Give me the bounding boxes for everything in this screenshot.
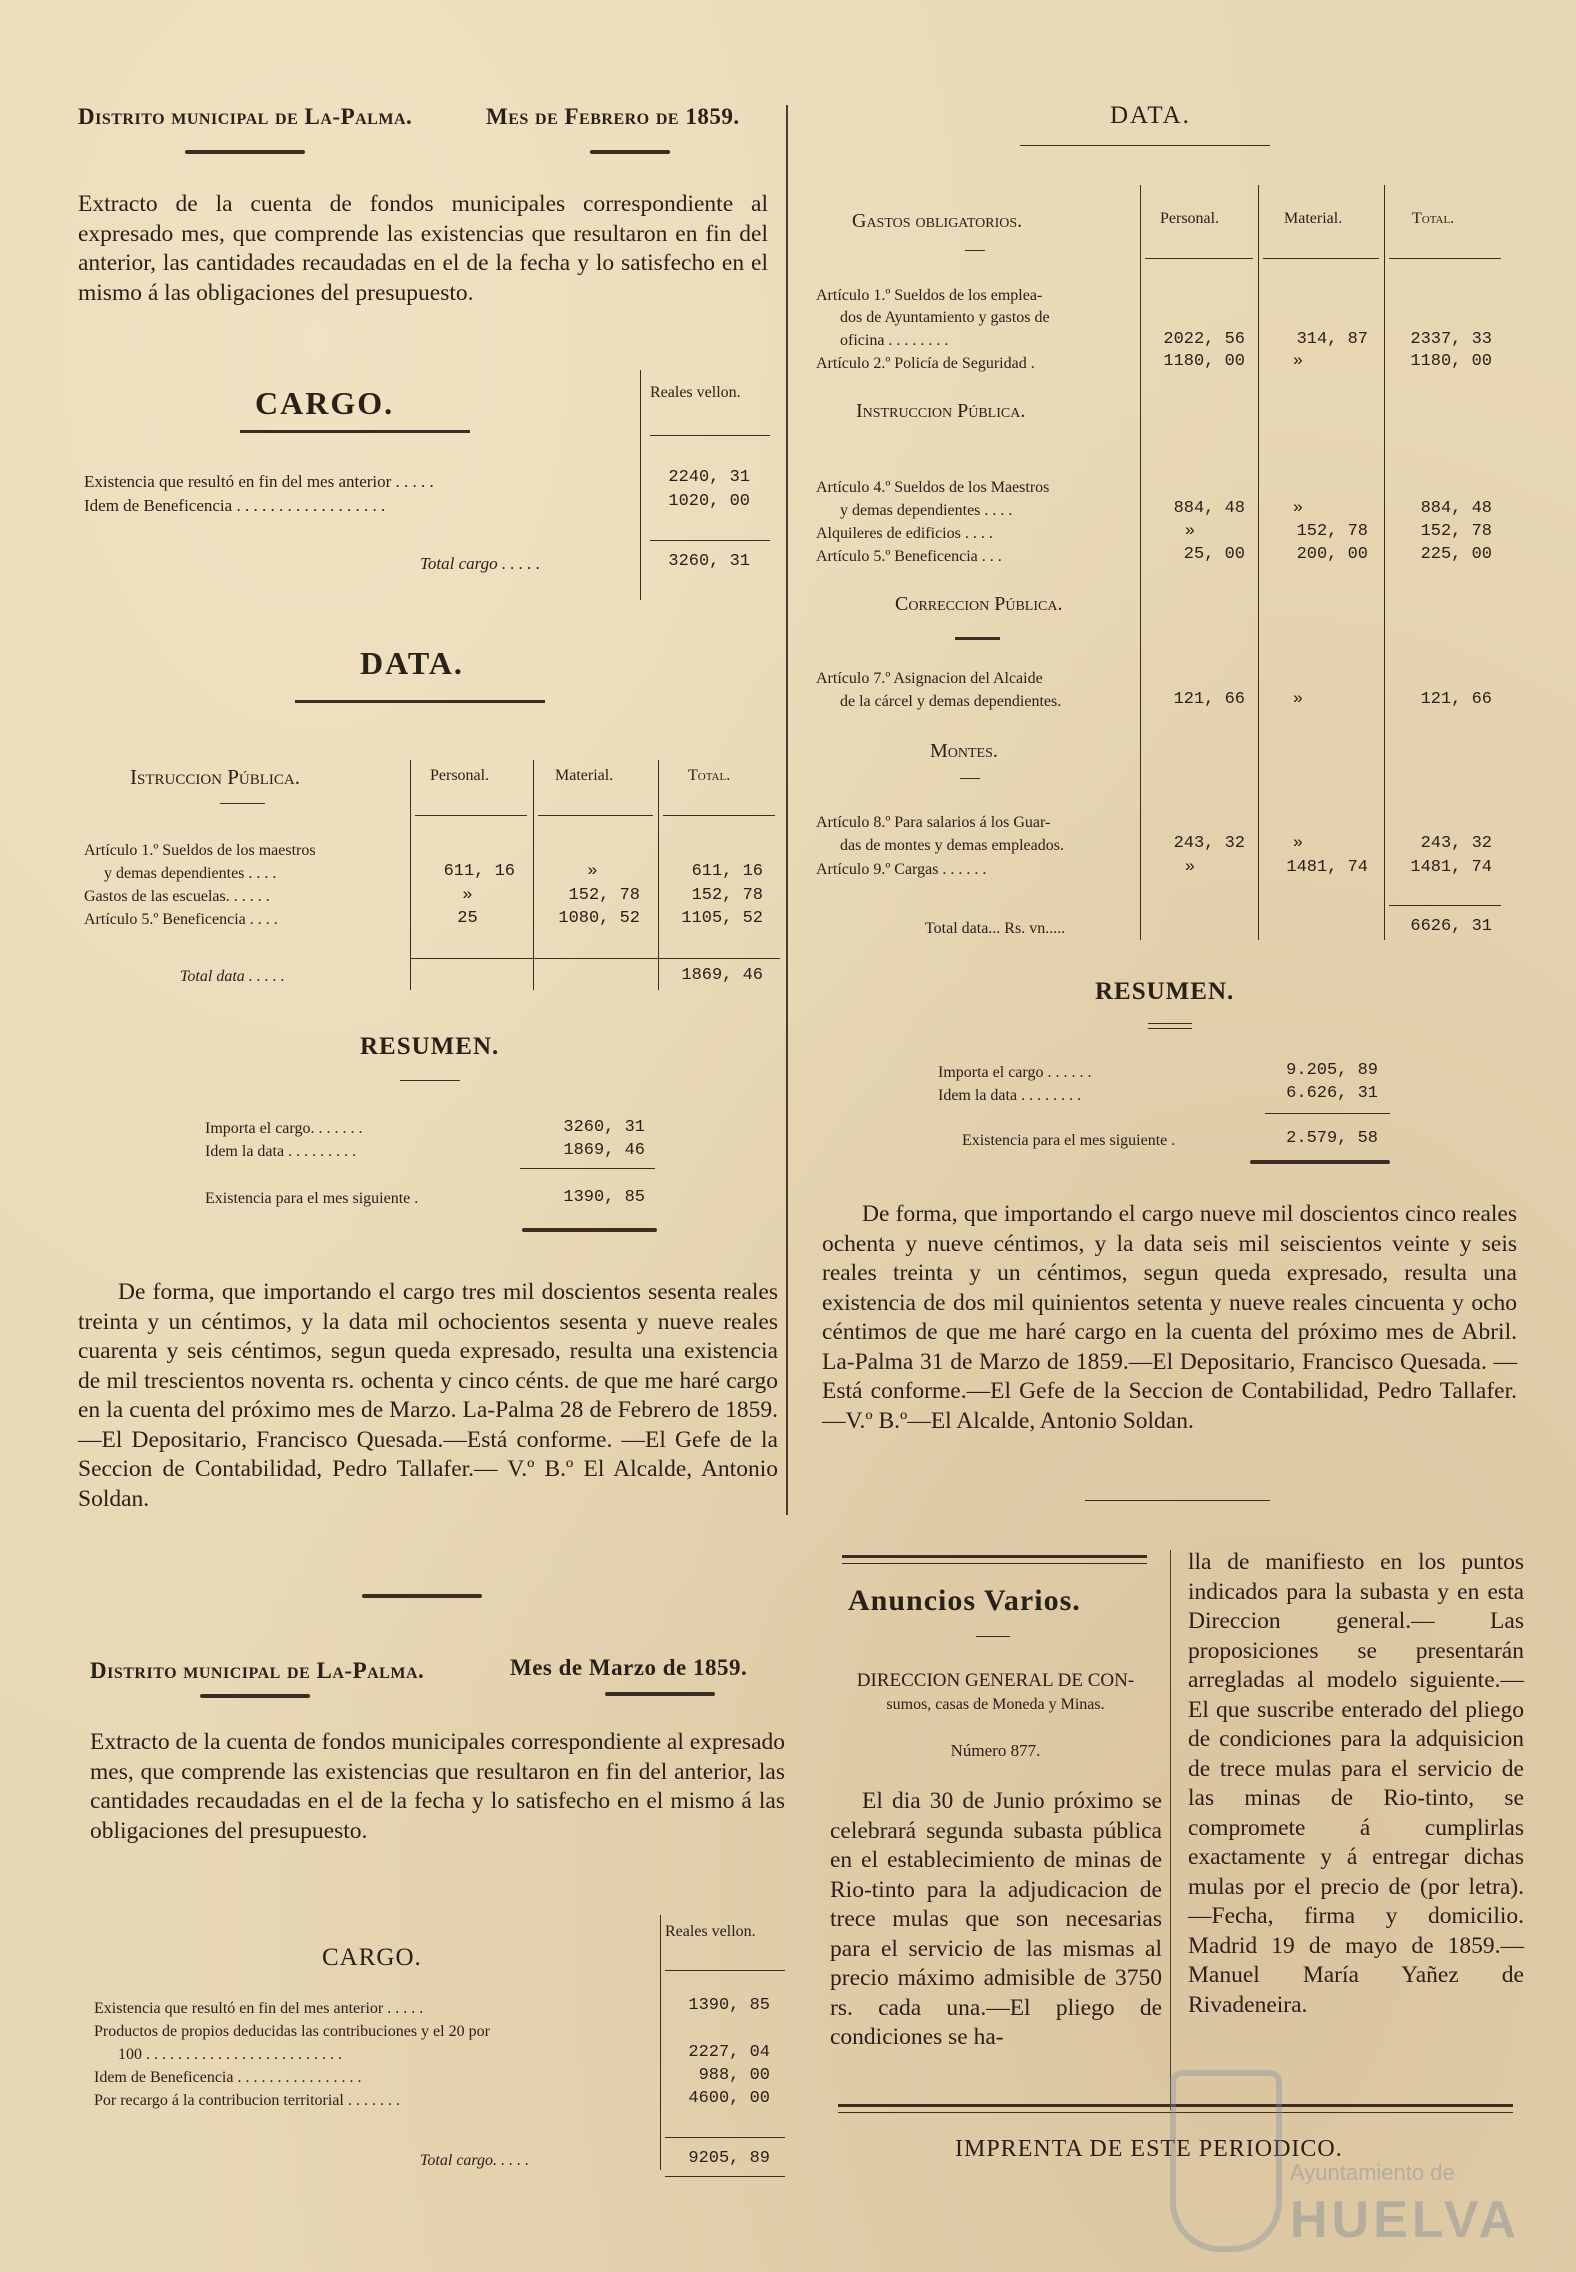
rule — [1148, 1023, 1192, 1024]
rule — [1145, 258, 1253, 259]
table-rule — [1384, 185, 1385, 940]
column-divider — [786, 105, 788, 1515]
marzo-row-d1-total: 243, 32 — [1420, 834, 1492, 853]
rule — [965, 250, 985, 251]
marzo-row-b2-personal: » — [1184, 522, 1196, 541]
febrero-extract: Extracto de la cuenta de fondos municipales correspondiente al expresado mes, que comprende las existencias que resultaron en fin del anterior, las cantidades recaudadas en el de la fecha y lo satisfecho en el mismo á las obligaciones del presupuesto. — [78, 191, 768, 306]
febrero-row-3-material: 1080, 52 — [558, 909, 640, 928]
febrero-total-cargo-value: 3260, 31 — [668, 552, 750, 571]
anuncios-direccion-line2: sumos, casas de Moneda y Minas. — [886, 1696, 1105, 1713]
marzo-cargo-value-1: 1390, 85 — [688, 1996, 770, 2015]
marzo-data-title: DATA. — [1110, 102, 1191, 129]
marzo-row-b3-total: 225, 00 — [1420, 545, 1492, 564]
febrero-total-data-label: Total data . . . . . — [180, 968, 285, 985]
marzo-total-cargo-label: Total cargo. . . . . — [420, 2152, 530, 2169]
febrero-resumen-data: Idem la data . . . . . . . . . — [205, 1143, 357, 1160]
rule — [400, 1080, 460, 1081]
marzo-col-total: Total. — [1412, 210, 1455, 227]
ornament-rule — [185, 150, 305, 154]
watermark-line1: Ayuntamiento de — [1290, 2160, 1455, 2185]
marzo-row-b2-label: Alquileres de edificios . . . . — [816, 525, 993, 542]
marzo-row-b2-total: 152, 78 — [1420, 522, 1492, 541]
febrero-cargo-value-1: 2240, 31 — [668, 468, 750, 487]
marzo-row-b3-label: Artículo 5.º Beneficencia . . . — [816, 548, 1002, 565]
table-rule — [1258, 185, 1259, 940]
marzo-resumen-data-value: 6.626, 31 — [1286, 1084, 1378, 1103]
marzo-row-a1-label3: oficina . . . . . . . . — [840, 332, 949, 349]
rule — [650, 435, 770, 436]
marzo-row-b3-personal: 25, 00 — [1183, 545, 1245, 564]
marzo-row-d1-material: » — [1292, 834, 1304, 853]
marzo-row-a1-label2: dos de Ayuntamiento y gastos de — [840, 309, 1050, 326]
febrero-col-personal: Personal. — [430, 767, 490, 784]
marzo-existencia-value: 2.579, 58 — [1286, 1129, 1378, 1148]
rule — [1148, 1028, 1192, 1029]
febrero-header-district: Distrito municipal de La-Palma. — [78, 104, 413, 129]
rule — [415, 815, 527, 816]
febrero-col-total: Total. — [688, 767, 731, 784]
rule — [220, 803, 265, 804]
marzo-row-d1-label: Artículo 8.º Para salarios á los Guar- — [816, 814, 1051, 831]
rule — [1020, 145, 1270, 146]
marzo-col-material: Material. — [1284, 210, 1343, 227]
febrero-resumen-title: RESUMEN. — [360, 1033, 500, 1060]
febrero-row-1-personal: 611, 16 — [443, 862, 515, 881]
table-rule — [660, 1915, 661, 2170]
marzo-instruccion-title: Instruccion Pública. — [856, 400, 1026, 422]
rule — [663, 815, 775, 816]
febrero-row-1-label2: y demas dependientes . . . . — [104, 865, 277, 882]
marzo-existencia-label: Existencia para el mes siguiente . — [962, 1132, 1176, 1149]
footer-printer: IMPRENTA DE ESTE PERIODICO. — [955, 2136, 1343, 2162]
rule — [960, 778, 980, 779]
coat-of-arms-icon — [1170, 2070, 1282, 2252]
marzo-row-a2-material: » — [1292, 352, 1304, 371]
marzo-cargo-value-5: 4600, 00 — [688, 2089, 770, 2108]
marzo-resumen-data: Idem la data . . . . . . . . — [938, 1087, 1082, 1104]
anuncios-text-right: lla de manifiesto en los puntos indicados para la subasta y en esta Direccion general.— Las proposiciones se presentarán arregladas al modelo siguiente.—El que suscribe enterado del pliego de condiciones para la adquisicion de trece mulas para el servicio de las minas de Rio-tinto, se compromete á cumplirlas exactamente y á entregar dichas mulas por el precio de (por letra).—Fecha, firma y domicilio. Madrid 19 de mayo de 1859.—Manuel María Yañez de Rivadeneira. — [1188, 1549, 1524, 2018]
febrero-cargo-title: CARGO. — [255, 385, 395, 421]
ornament-rule — [200, 1694, 310, 1698]
watermark — [1160, 2050, 1560, 2260]
marzo-cargo-row-3: 100 . . . . . . . . . . . . . . . . . . . . . . . . . — [118, 2046, 342, 2063]
ornament-rule — [362, 1594, 482, 1598]
marzo-cargo-row-5: Por recargo á la contribucion territorial . . . . . . . — [94, 2092, 400, 2109]
marzo-cargo-title: CARGO. — [322, 1944, 422, 1971]
febrero-row-1-total: 611, 16 — [691, 862, 763, 881]
ornament-rule — [590, 150, 670, 154]
febrero-cargo-row-2: Idem de Beneficencia . . . . . . . . . . . . . . . . . . — [84, 496, 386, 515]
table-rule — [410, 760, 411, 990]
table-rule — [640, 370, 641, 600]
ornament-rule — [1250, 1160, 1390, 1164]
marzo-row-a2-personal: 1180, 00 — [1163, 352, 1245, 371]
marzo-row-c1-label: Artículo 7.º Asignacion del Alcaide — [816, 670, 1043, 687]
anuncios-direccion: DIRECCION GENERAL DE CON- — [856, 1670, 1135, 1691]
marzo-cargo-row-1: Existencia que resultó en fin del mes anterior . . . . . — [94, 2000, 424, 2017]
febrero-row-2-personal: » — [462, 886, 473, 905]
marzo-row-a2-label: Artículo 2.º Policía de Seguridad . — [816, 355, 1035, 372]
marzo-row-d2-label: Artículo 9.º Cargas . . . . . . — [816, 861, 987, 878]
marzo-resumen-cargo-value: 9.205, 89 — [1286, 1061, 1378, 1080]
rule — [1085, 1500, 1270, 1501]
marzo-row-c1-material: » — [1292, 690, 1304, 709]
marzo-header-district: Distrito municipal de La-Palma. — [90, 1658, 425, 1683]
marzo-row-c1-label2: de la cárcel y demas dependientes. — [840, 693, 1062, 710]
febrero-cargo-row-1: Existencia que resultó en fin del mes anterior . . . . . — [84, 472, 434, 491]
rule — [538, 815, 653, 816]
febrero-total-cargo-label: Total cargo . . . . . — [420, 554, 541, 573]
rule — [1389, 258, 1501, 259]
marzo-row-d2-total: 1481, 74 — [1410, 858, 1492, 877]
rule — [976, 1636, 1010, 1637]
ornament-rule — [605, 1692, 715, 1696]
marzo-cargo-row-2: Productos de propios deducidas las contribuciones y el 20 por — [94, 2023, 490, 2040]
rule — [955, 637, 1000, 640]
rule — [842, 1555, 1147, 1558]
marzo-row-b1-label2: y demas dependientes . . . . — [840, 502, 1013, 519]
febrero-closing: De forma, que importando el cargo tres mil doscientos sesenta reales treinta y un céntimos, y la data mil ochocientos sesenta y nueve reales cuarenta y seis céntimos, segun queda expresado, resulta una existencia de mil trescientos noventa rs. ochenta y cinco cénts. de que me haré cargo en la cuenta del próximo mes de Marzo. La-Palma 28 de Febrero de 1859.—El Depositario, Francisco Quesada.—Está conforme. —El Gefe de la Seccion de Contabilidad, Pedro Tallafer.— V.º B.º El Alcalde, Antonio Soldan. — [78, 1279, 778, 1512]
febrero-row-2-total: 152, 78 — [691, 886, 763, 905]
febrero-row-1-material: » — [587, 862, 598, 881]
marzo-row-b3-material: 200, 00 — [1296, 545, 1368, 564]
marzo-row-d2-personal: » — [1184, 858, 1196, 877]
rule — [1265, 1113, 1390, 1114]
anuncios-text-left: El dia 30 de Junio próximo se celebrará segunda subasta pública en el establecimiento de minas de Rio-tinto para la adjudicacion de trece mulas que son necesarias para el servicio de las mismas al precio máximo admisible de 3750 rs. cada una.—El pliego de condiciones se ha- — [830, 1788, 1162, 2050]
marzo-row-b1-label: Artículo 4.º Sueldos de los Maestros — [816, 479, 1050, 496]
table-rule — [658, 760, 659, 990]
rule — [295, 700, 545, 703]
marzo-resumen-title: RESUMEN. — [1095, 978, 1235, 1005]
rule — [520, 1168, 655, 1169]
rule — [1263, 258, 1379, 259]
marzo-resumen-cargo: Importa el cargo . . . . . . — [938, 1064, 1092, 1081]
watermark-line2: HUELVA — [1290, 2191, 1521, 2249]
marzo-reales-header: Reales vellon. — [665, 1923, 756, 1940]
febrero-row-3-label: Artículo 5.º Beneficencia . . . . — [84, 911, 278, 928]
febrero-existencia-label: Existencia para el mes siguiente . — [205, 1190, 419, 1207]
febrero-row-2-material: 152, 78 — [568, 886, 640, 905]
ornament-rule — [522, 1228, 657, 1232]
table-rule — [1140, 185, 1141, 940]
marzo-total-cargo-value: 9205, 89 — [688, 2149, 770, 2168]
rule — [240, 430, 470, 433]
febrero-col-material: Material. — [555, 767, 614, 784]
marzo-total-data-label: Total data... Rs. vn..... — [925, 920, 1066, 937]
febrero-existencia-value: 1390, 85 — [563, 1188, 645, 1207]
anuncios-numero: Número 877. — [950, 1741, 1041, 1760]
marzo-cargo-row-4: Idem de Beneficencia . . . . . . . . . . . . . . . . — [94, 2069, 362, 2086]
febrero-total-data-value: 1869, 46 — [681, 966, 763, 985]
marzo-montes-title: Montes. — [930, 740, 998, 762]
marzo-correccion-title: Correccion Pública. — [895, 593, 1063, 615]
marzo-row-a1-material: 314, 87 — [1296, 330, 1368, 349]
febrero-header-month: Mes de Febrero de 1859. — [486, 104, 740, 129]
table-rule — [533, 760, 534, 990]
febrero-cargo-value-2: 1020, 00 — [668, 492, 750, 511]
marzo-row-d1-label2: das de montes y demas empleados. — [840, 837, 1064, 854]
febrero-instruccion-title: Istruccion Pública. — [130, 765, 301, 789]
marzo-row-b1-material: » — [1292, 499, 1304, 518]
marzo-row-a2-total: 1180, 00 — [1410, 352, 1492, 371]
marzo-gastos-title: Gastos obligatorios. — [852, 210, 1023, 232]
rule — [842, 1563, 1147, 1564]
marzo-closing: De forma, que importando el cargo nueve mil doscientos cinco reales ochenta y nueve céntimos, y la data seis mil seiscientos veinte y seis reales treinta y un céntimos, segun queda expresado, resulta una existencia de dos mil quinientos setenta y nueve reales cincuenta y ocho céntimos de que me haré cargo en la cuenta del próximo mes de Abril. La-Palma 31 de Marzo de 1859.—El Depositario, Francisco Quesada. —Está conforme.—El Gefe de la Seccion de Contabilidad, Pedro Tallafer.—V.º B.º—El Alcalde, Antonio Soldan. — [822, 1201, 1517, 1434]
febrero-reales-header: Reales vellon. — [650, 384, 741, 401]
marzo-row-c1-total: 121, 66 — [1420, 690, 1492, 709]
febrero-data-title: DATA. — [360, 645, 464, 681]
febrero-row-2-label: Gastos de las escuelas. . . . . . — [84, 888, 270, 905]
marzo-row-b1-total: 884, 48 — [1420, 499, 1492, 518]
marzo-row-c1-personal: 121, 66 — [1173, 690, 1245, 709]
febrero-row-3-personal: 25 — [457, 909, 478, 928]
marzo-row-a1-personal: 2022, 56 — [1163, 330, 1245, 349]
febrero-resumen-data-value: 1869, 46 — [563, 1141, 645, 1160]
marzo-extract: Extracto de la cuenta de fondos municipales correspondiente al expresado mes, que comprende las existencias que resultaron en fin del anterior, las cantidades recaudadas en el de la fecha y lo satisfecho en el mismo á las obligaciones del presupuesto. — [90, 1729, 785, 1844]
rule — [665, 1970, 785, 1971]
febrero-row-3-total: 1105, 52 — [681, 909, 763, 928]
marzo-cargo-value-3: 2227, 04 — [688, 2043, 770, 2062]
febrero-resumen-cargo: Importa el cargo. . . . . . . — [205, 1120, 363, 1137]
marzo-header-month: Mes de Marzo de 1859. — [510, 1655, 748, 1680]
rule — [410, 958, 780, 959]
rule — [665, 2137, 785, 2138]
marzo-row-a1-total: 2337, 33 — [1410, 330, 1492, 349]
marzo-col-personal: Personal. — [1160, 210, 1220, 227]
marzo-row-b1-personal: 884, 48 — [1173, 499, 1245, 518]
anuncios-divider — [1170, 1550, 1171, 2110]
marzo-total-data-value: 6626, 31 — [1410, 917, 1492, 936]
marzo-row-a1-label: Artículo 1.º Sueldos de los emplea- — [816, 287, 1043, 304]
rule — [1389, 905, 1501, 906]
febrero-resumen-cargo-value: 3260, 31 — [563, 1118, 645, 1137]
marzo-row-d2-material: 1481, 74 — [1286, 858, 1368, 877]
marzo-row-d1-personal: 243, 32 — [1173, 834, 1245, 853]
marzo-row-b2-material: 152, 78 — [1296, 522, 1368, 541]
marzo-cargo-value-4: 988, 00 — [698, 2066, 770, 2085]
anuncios-title: Anuncios Varios. — [848, 1584, 1081, 1617]
rule — [665, 2176, 785, 2177]
febrero-row-1-label: Artículo 1.º Sueldos de los maestros — [84, 842, 316, 859]
rule — [650, 540, 770, 541]
